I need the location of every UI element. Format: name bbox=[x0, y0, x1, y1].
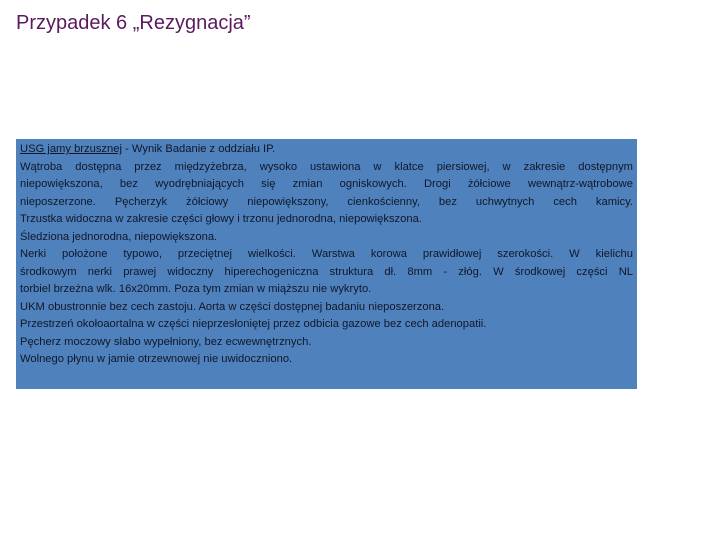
report-line: Przestrzeń okołoaortalna w części nieprzesłoniętej przez odbicia gazowe bez cech adenopatii. bbox=[20, 318, 487, 330]
report-heading-line bbox=[20, 141, 633, 159]
report-line: niepowiększona, bez wyodrębniających się zmian ogniskowych. Drogi żółciowe wewnątrz-wątrobowe bbox=[20, 178, 633, 190]
report-line: Wolnego płynu w jamie otrzewnowej nie uwidoczniono. bbox=[20, 353, 293, 365]
report-line: UKM obustronnie bez cech zastoju. Aorta w części dostępnej badaniu nieposzerzona. bbox=[20, 300, 445, 313]
report-heading: USG jamy brzusznej bbox=[20, 143, 122, 155]
report-line: Wątroba dostępna przez międzyżebrza, wysoko ustawiona w klatce piersiowej, w zakresie dostępnym bbox=[20, 160, 633, 173]
report-line: środkowym nerki prawej widoczny hiperechogeniczna struktura dł. 8mm - złóg. W środkowej części NL bbox=[20, 265, 633, 278]
report-line: Trzustka widoczna w zakresie części głowy i trzonu jednorodna, niepowiększona. bbox=[20, 213, 422, 225]
report-line: Śledziona jednorodna, niepowiększona. bbox=[20, 230, 218, 243]
ultrasound-report-box bbox=[16, 139, 637, 389]
report-line: Pęcherz moczowy słabo wypełniony, bez ecwewnętrznych. bbox=[20, 335, 312, 348]
report-line: torbiel brzeżna wlk. 16x20mm. Poza tym zmian w miąższu nie wykryto. bbox=[20, 283, 372, 295]
slide-title: Przypadek 6 „Rezygnacja” bbox=[16, 12, 251, 34]
report-line: nieposzerzone. Pęcherzyk żółciowy niepowiększony, cienkościenny, bez uchwytnych cech kamicy. bbox=[20, 195, 633, 208]
report-line: Nerki położone typowo, przeciętnej wielkości. Warstwa korowa prawidłowej szerokości. W kielichu bbox=[20, 248, 633, 260]
report-heading-rest: - Wynik Badanie z oddziału IP. bbox=[121, 143, 276, 155]
